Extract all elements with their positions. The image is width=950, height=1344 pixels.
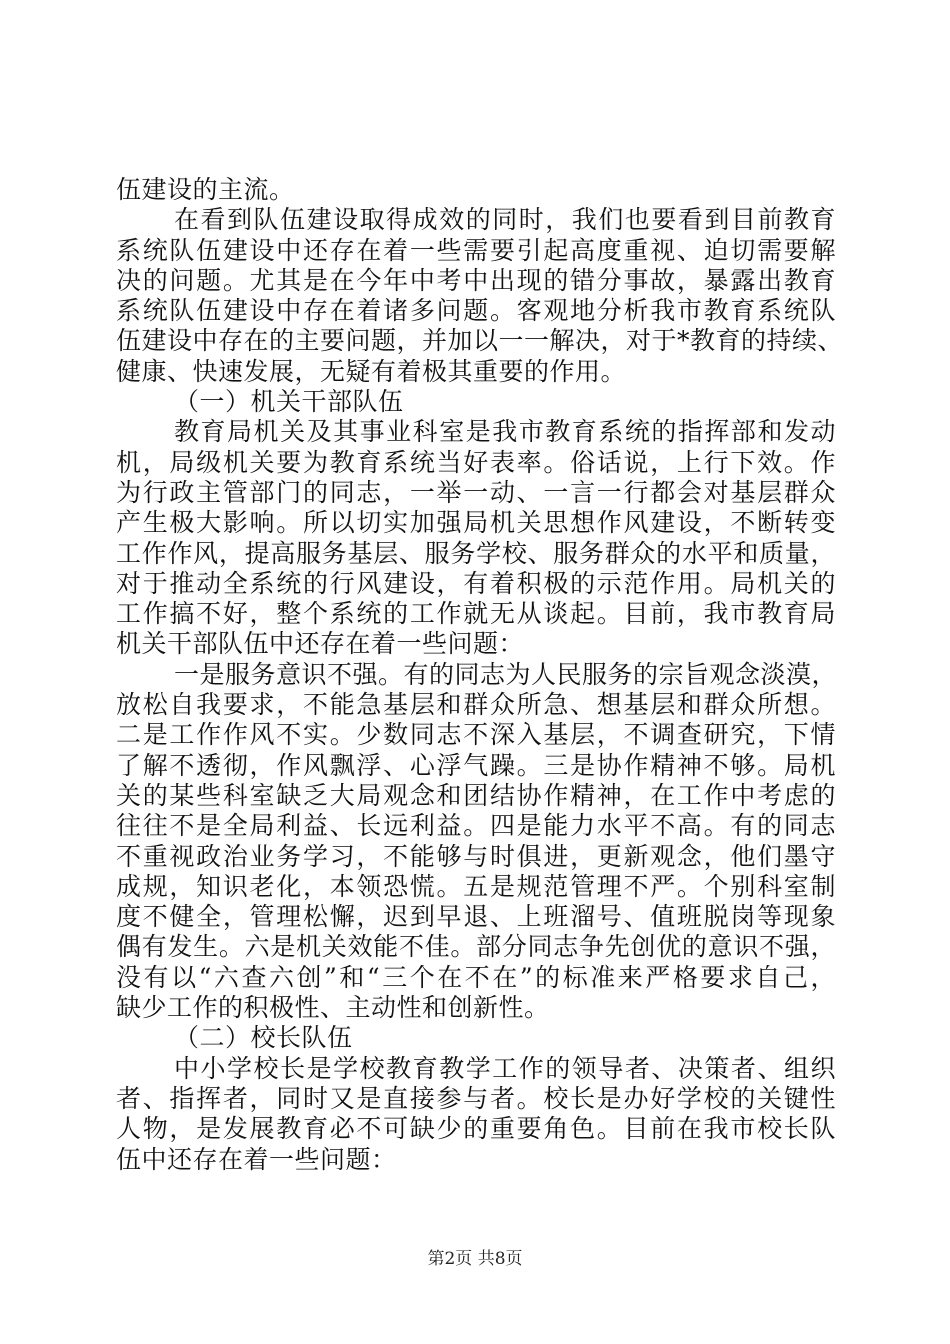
text-line: 健康、快速发展，无疑有着极其重要的作用。 bbox=[116, 356, 627, 386]
text-line: 成规，知识老化，本领恐慌。五是规范管理不严。个别科室制 bbox=[116, 871, 836, 901]
text-line: 伍中还存在着一些问题： bbox=[116, 1144, 397, 1174]
text-line: 系统队伍建设中还存在着一些需要引起高度重视、迫切需要解 bbox=[116, 235, 836, 265]
text-line: 没有以“六查六创”和“三个在不在”的标准来严格要求自己， bbox=[116, 962, 836, 992]
text-line: 对于推动全系统的行风建设，有着积极的示范作用。局机关的 bbox=[116, 568, 836, 598]
text-line: 一是服务意识不强。有的同志为人民服务的宗旨观念淡漠， bbox=[174, 659, 838, 689]
text-line: 缺少工作的积极性、主动性和创新性。 bbox=[116, 993, 550, 1023]
text-line: 系统队伍建设中存在着诸多问题。客观地分析我市教育系统队 bbox=[116, 296, 836, 326]
text-line: 教育局机关及其事业科室是我市教育系统的指挥部和发动 bbox=[174, 417, 836, 447]
text-line: 度不健全，管理松懈，迟到早退、上班溜号、值班脱岗等现象 bbox=[116, 902, 836, 932]
text-line: 不重视政治业务学习，不能够与时俱进，更新观念，他们墨守 bbox=[116, 841, 836, 871]
section-heading: （二）校长队伍 bbox=[174, 1023, 353, 1053]
text-line: 在看到队伍建设取得成效的同时，我们也要看到目前教育 bbox=[174, 205, 836, 235]
text-line: 机关干部队伍中还存在着一些问题： bbox=[116, 629, 525, 659]
text-line: 二是工作作风不实。少数同志不深入基层，不调查研究，下情 bbox=[116, 720, 836, 750]
page-footer: 第2页 共8页 bbox=[427, 1249, 523, 1269]
text-line: 产生极大影响。所以切实加强局机关思想作风建设，不断转变 bbox=[116, 508, 836, 538]
text-line: 机，局级机关要为教育系统当好表率。俗话说，上行下效。作 bbox=[116, 447, 836, 477]
section-heading: （一）机关干部队伍 bbox=[174, 387, 404, 417]
text-line: 偶有发生。六是机关效能不佳。部分同志争先创优的意识不强， bbox=[116, 932, 836, 962]
text-line: 关的某些科室缺乏大局观念和团结协作精神，在工作中考虑的 bbox=[116, 780, 836, 810]
text-line: 伍建设中存在的主要问题，并加以一一解决，对于*教育的持续、 bbox=[116, 326, 844, 356]
text-line: 者、指挥者，同时又是直接参与者。校长是办好学校的关键性 bbox=[116, 1083, 836, 1113]
text-line: 伍建设的主流。 bbox=[116, 175, 295, 204]
text-line: 工作作风，提高服务基层、服务学校、服务群众的水平和质量， bbox=[116, 538, 836, 568]
text-line: 人物，是发展教育必不可缺少的重要角色。目前在我市校长队 bbox=[116, 1114, 836, 1144]
text-line: 决的问题。尤其是在今年中考中出现的错分事故，暴露出教育 bbox=[116, 265, 836, 295]
text-line: 往往不是全局利益、长远利益。四是能力水平不高。有的同志 bbox=[116, 811, 836, 841]
text-line: 了解不透彻，作风飘浮、心浮气躁。三是协作精神不够。局机 bbox=[116, 750, 836, 780]
text-line: 为行政主管部门的同志，一举一动、一言一行都会对基层群众 bbox=[116, 477, 836, 507]
document-body bbox=[116, 175, 844, 1175]
text-line: 放松自我要求，不能急基层和群众所急、想基层和群众所想。 bbox=[116, 690, 836, 720]
text-line: 中小学校长是学校教育教学工作的领导者、决策者、组织 bbox=[174, 1053, 836, 1083]
text-line: 工作搞不好，整个系统的工作就无从谈起。目前，我市教育局 bbox=[116, 599, 836, 629]
